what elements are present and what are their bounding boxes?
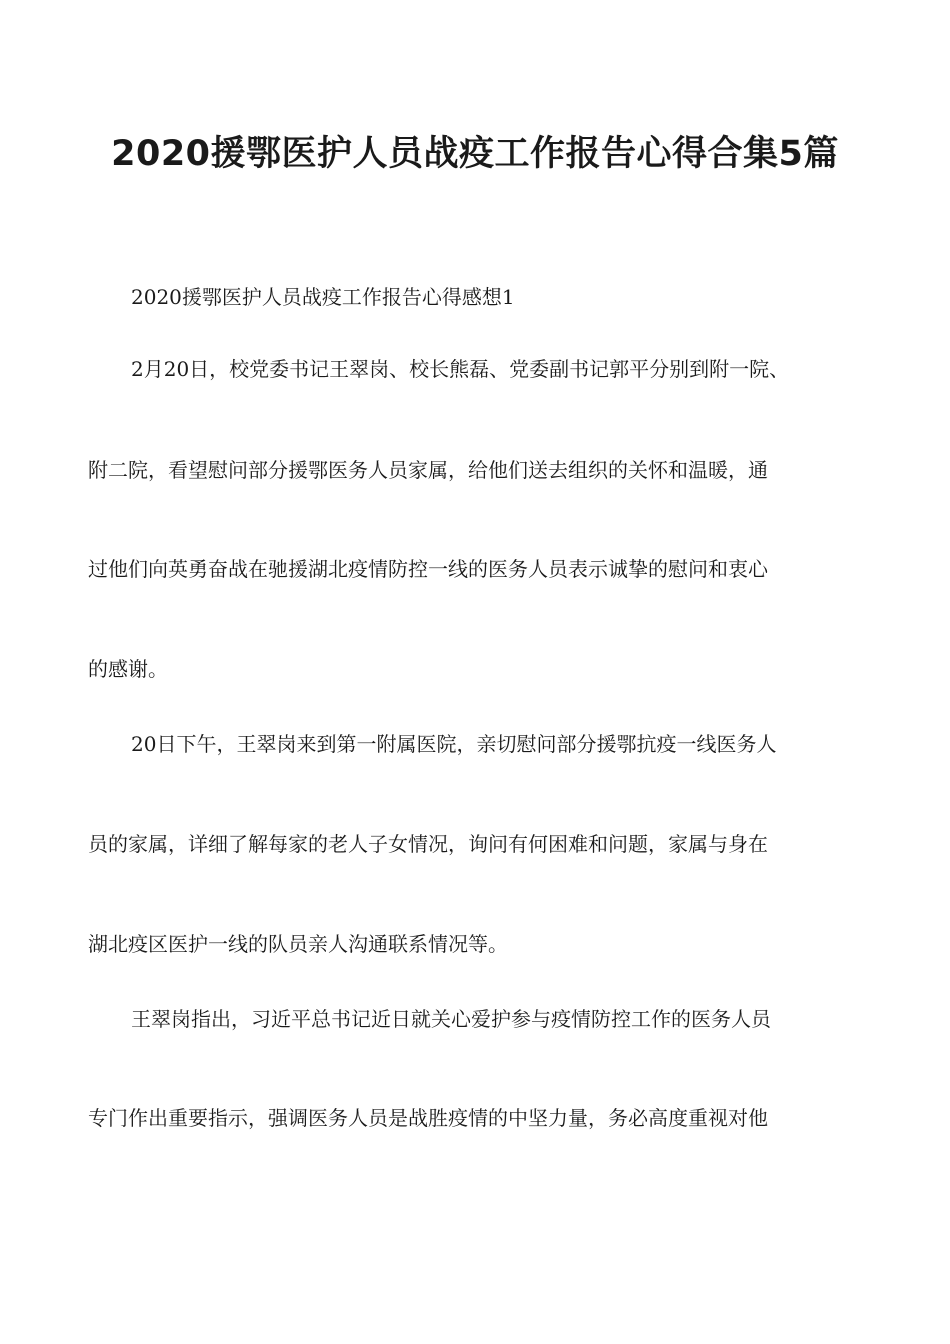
paragraph-line: 附二院，看望慰问部分援鄂医务人员家属，给他们送去组织的关怀和温暖，通: [88, 458, 768, 482]
document-title: 2020援鄂医护人员战疫工作报告心得合集5篇: [111, 134, 839, 174]
paragraph-line: 员的家属，详细了解每家的老人子女情况，询问有何困难和问题，家属与身在: [88, 832, 768, 856]
paragraph-line: 湖北疫区医护一线的队员亲人沟通联系情况等。: [88, 932, 508, 956]
paragraph-line: 的感谢。: [88, 657, 168, 681]
section-heading: 2020援鄂医护人员战疫工作报告心得感想1: [131, 285, 515, 309]
paragraph-line: 王翠岗指出，习近平总书记近日就关心爱护参与疫情防控工作的医务人员: [131, 1007, 771, 1031]
paragraph-line: 专门作出重要指示，强调医务人员是战胜疫情的中坚力量，务必高度重视对他: [88, 1106, 768, 1130]
paragraph-line: 过他们向英勇奋战在驰援湖北疫情防控一线的医务人员表示诚挚的慰问和衷心: [88, 557, 768, 581]
paragraph-line: 20日下午，王翠岗来到第一附属医院，亲切慰问部分援鄂抗疫一线医务人: [131, 732, 777, 756]
paragraph-line: 2月20日，校党委书记王翠岗、校长熊磊、党委副书记郭平分别到附一院、: [131, 357, 790, 381]
